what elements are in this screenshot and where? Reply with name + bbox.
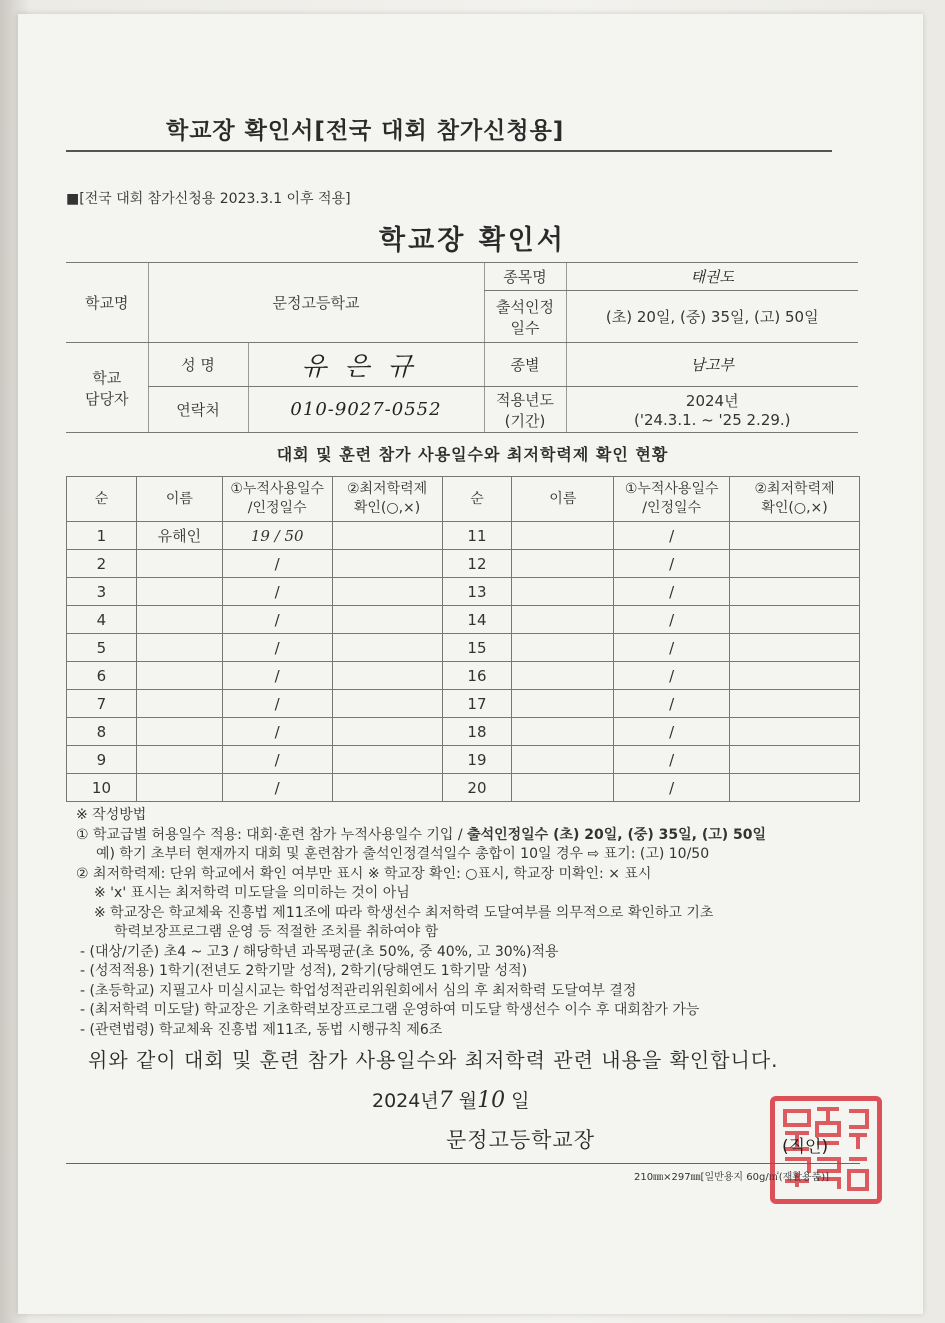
year-value: 2024년 — [685, 392, 739, 410]
table-row — [67, 522, 860, 550]
status-title: 대회 및 훈련 참가 사용일수와 최저학력제 확인 현황 — [276, 445, 669, 464]
row-name-2 — [512, 550, 614, 578]
footer-rule — [66, 1163, 860, 1164]
detail-4: - (최저학력 미도달) 학교장은 기초학력보장프로그램 운영하여 미도달 학생선수 이수 후 대회참가 가능 — [80, 1002, 700, 1018]
row-no: 3 — [67, 578, 137, 606]
row-no: 4 — [67, 606, 137, 634]
row-minimum — [332, 662, 442, 690]
col-minimum-2: ②최저학력제 확인(○,×) — [730, 477, 860, 522]
row-minimum-2 — [730, 522, 860, 550]
row-minimum — [332, 522, 442, 550]
year-cell — [566, 387, 858, 433]
paper-size-note: 210㎜×297㎜[일반용지 60g/㎡(재활용품)] — [634, 1172, 830, 1183]
table-row — [67, 606, 860, 634]
row-name-2 — [512, 578, 614, 606]
phone-label: 연락처 — [148, 387, 248, 433]
date-day: 10 — [477, 1088, 506, 1113]
row-name — [136, 662, 222, 690]
row-minimum-2 — [730, 662, 860, 690]
note-1-text: ① 학교급별 허용일수 적용: 대회·훈련 참가 누적사용일수 기입 / — [76, 826, 468, 843]
row-no-2: 12 — [442, 550, 512, 578]
col-no-2: 순 — [442, 477, 512, 522]
col-no: 순 — [67, 477, 137, 522]
row-name-2 — [512, 746, 614, 774]
detail-3: - (초등학교) 지필고사 미실시교는 학업성적관리위원회에서 심의 후 최저학력 도달여부 결정 — [80, 982, 637, 999]
row-name-2 — [512, 634, 614, 662]
note-2-a: ※ 'x' 표시는 최저학력 미도달을 의미하는 것이 아님 — [94, 885, 410, 901]
principal-title: 문정고등학교장 — [446, 1128, 596, 1152]
row-days-2: / — [614, 578, 730, 606]
detail-2: - (성적적용) 1학기(전년도 2학기말 성적), 2학기(당해연도 1학기말 성적) — [80, 963, 528, 979]
attendance-value: (초) 20일, (중) 35일, (고) 50일 — [566, 291, 858, 343]
row-days: 19 / 50 — [222, 522, 332, 550]
note-2-b: ※ 학교장은 학교체육 진흥법 제11조에 따라 학생선수 최저학력 도달여부를 의무적으로 확인하고 기초 — [94, 904, 714, 921]
row-name — [136, 550, 222, 578]
row-minimum-2 — [730, 606, 860, 634]
row-minimum-2 — [730, 634, 860, 662]
contact-label: 학교 담당자 — [66, 343, 148, 433]
row-name — [136, 606, 222, 634]
notes-heading: ※ 작성방법 — [76, 807, 147, 823]
info-table — [66, 262, 858, 433]
row-days: / — [222, 550, 332, 578]
note-1 — [76, 826, 866, 846]
row-days: / — [222, 746, 332, 774]
row-no: 7 — [67, 690, 137, 718]
row-name — [136, 634, 222, 662]
table-row — [67, 578, 860, 606]
row-name-2 — [512, 662, 614, 690]
row-no-2: 11 — [442, 522, 512, 550]
col-name-2: 이름 — [512, 477, 614, 522]
school-name: 문정고등학교 — [148, 263, 484, 343]
row-minimum-2 — [730, 718, 860, 746]
row-days: / — [222, 634, 332, 662]
row-name-2 — [512, 774, 614, 802]
row-no: 1 — [67, 522, 137, 550]
table-row — [67, 746, 860, 774]
row-minimum-2 — [730, 746, 860, 774]
row-days: / — [222, 774, 332, 802]
contact-phone: 010-9027-0552 — [248, 387, 484, 433]
row-minimum-2 — [730, 550, 860, 578]
row-name-2 — [512, 690, 614, 718]
row-days: / — [222, 690, 332, 718]
row-name-2 — [512, 522, 614, 550]
row-name — [136, 746, 222, 774]
table-row — [67, 774, 860, 802]
row-name: 유해인 — [136, 522, 222, 550]
note-1-example: 예) 학기 초부터 현재까지 대회 및 훈련참가 출석인정결석일수 총합이 10일 경우 ⇨ 표기: (고) 10/50 — [96, 846, 710, 862]
applies-note: ■[전국 대회 참가신청용 2023.3.1 이후 적용] — [66, 191, 351, 207]
confirmation-statement: 위와 같이 대회 및 훈련 참가 사용일수와 최저학력 관련 내용을 확인합니다. — [88, 1048, 779, 1072]
row-name-2 — [512, 718, 614, 746]
category-value: 남고부 — [566, 343, 858, 387]
row-no: 9 — [67, 746, 137, 774]
name-label: 성 명 — [148, 343, 248, 387]
row-days-2: / — [614, 522, 730, 550]
row-days-2: / — [614, 690, 730, 718]
row-minimum — [332, 578, 442, 606]
row-no-2: 20 — [442, 774, 512, 802]
row-days: / — [222, 606, 332, 634]
detail-1: - (대상/기준) 초4 ~ 고3 / 해당학년 과목평균(초 50%, 중 40%, 고 30%)적용 — [80, 943, 559, 960]
row-minimum — [332, 746, 442, 774]
attendance-label: 출석인정 일수 — [484, 291, 566, 343]
row-name — [136, 718, 222, 746]
row-minimum-2 — [730, 774, 860, 802]
col-days-2: ①누적사용일수 /인정일수 — [614, 477, 730, 522]
row-days-2: / — [614, 746, 730, 774]
row-days-2: / — [614, 550, 730, 578]
row-days: / — [222, 718, 332, 746]
document-title: 학교장 확인서 — [379, 225, 566, 256]
row-no-2: 18 — [442, 718, 512, 746]
row-no-2: 15 — [442, 634, 512, 662]
row-minimum-2 — [730, 690, 860, 718]
row-days-2: / — [614, 774, 730, 802]
sport-label: 종목명 — [484, 263, 566, 291]
row-name — [136, 774, 222, 802]
row-no: 8 — [67, 718, 137, 746]
detail-5: - (관련법령) 학교체육 진흥법 제11조, 동법 시행규칙 제6조 — [80, 1021, 443, 1038]
table-row — [67, 690, 860, 718]
row-name-2 — [512, 606, 614, 634]
row-no-2: 13 — [442, 578, 512, 606]
date-day-label: 일 — [511, 1090, 530, 1112]
row-days-2: / — [614, 662, 730, 690]
title-rule — [66, 150, 832, 152]
table-row — [67, 550, 860, 578]
main-title: 학교장 확인서[전국 대회 참가신청용] — [166, 118, 565, 144]
row-minimum — [332, 718, 442, 746]
seal-label: (직인) — [782, 1137, 829, 1157]
row-minimum — [332, 690, 442, 718]
row-days: / — [222, 662, 332, 690]
row-name — [136, 578, 222, 606]
row-no: 6 — [67, 662, 137, 690]
date-month: 7 — [438, 1088, 453, 1113]
row-no-2: 16 — [442, 662, 512, 690]
row-no-2: 14 — [442, 606, 512, 634]
note-2-b2: 학력보장프로그램 운영 등 적절한 조치를 취하여야 함 — [114, 924, 439, 940]
note-2: ② 최저학력제: 단위 학교에서 확인 여부만 표시 ※ 학교장 확인: ○표시, 학교장 미확인: × 표시 — [76, 865, 652, 882]
writing-instructions — [76, 806, 866, 1040]
col-days: ①누적사용일수 /인정일수 — [222, 477, 332, 522]
row-no: 10 — [67, 774, 137, 802]
category-label: 종별 — [484, 343, 566, 387]
table-row — [67, 718, 860, 746]
row-minimum — [332, 634, 442, 662]
row-name — [136, 690, 222, 718]
sport-value: 태권도 — [566, 263, 858, 291]
row-no-2: 19 — [442, 746, 512, 774]
col-minimum: ②최저학력제 확인(○,×) — [332, 477, 442, 522]
row-days-2: / — [614, 606, 730, 634]
row-days: / — [222, 578, 332, 606]
row-minimum — [332, 774, 442, 802]
row-minimum — [332, 606, 442, 634]
row-days-2: / — [614, 634, 730, 662]
date-month-label: 월 — [458, 1090, 478, 1112]
row-no: 5 — [67, 634, 137, 662]
school-name-label: 학교명 — [66, 263, 148, 343]
col-name: 이름 — [136, 477, 222, 522]
contact-name: 유은규 — [248, 343, 484, 387]
signing-date — [372, 1086, 530, 1113]
status-table — [66, 476, 860, 802]
period-value: ('24.3.1. ~ '25 2.29.) — [633, 411, 791, 429]
row-minimum-2 — [730, 578, 860, 606]
note-1-bold: 출석인정일수 (초) 20일, (중) 35일, (고) 50일 — [467, 826, 767, 843]
row-days-2: / — [614, 718, 730, 746]
row-minimum — [332, 550, 442, 578]
year-label: 적용년도 (기간) — [484, 387, 566, 433]
table-row — [67, 662, 860, 690]
row-no-2: 17 — [442, 690, 512, 718]
date-year: 2024년 — [372, 1090, 439, 1112]
table-row — [67, 634, 860, 662]
row-no: 2 — [67, 550, 137, 578]
